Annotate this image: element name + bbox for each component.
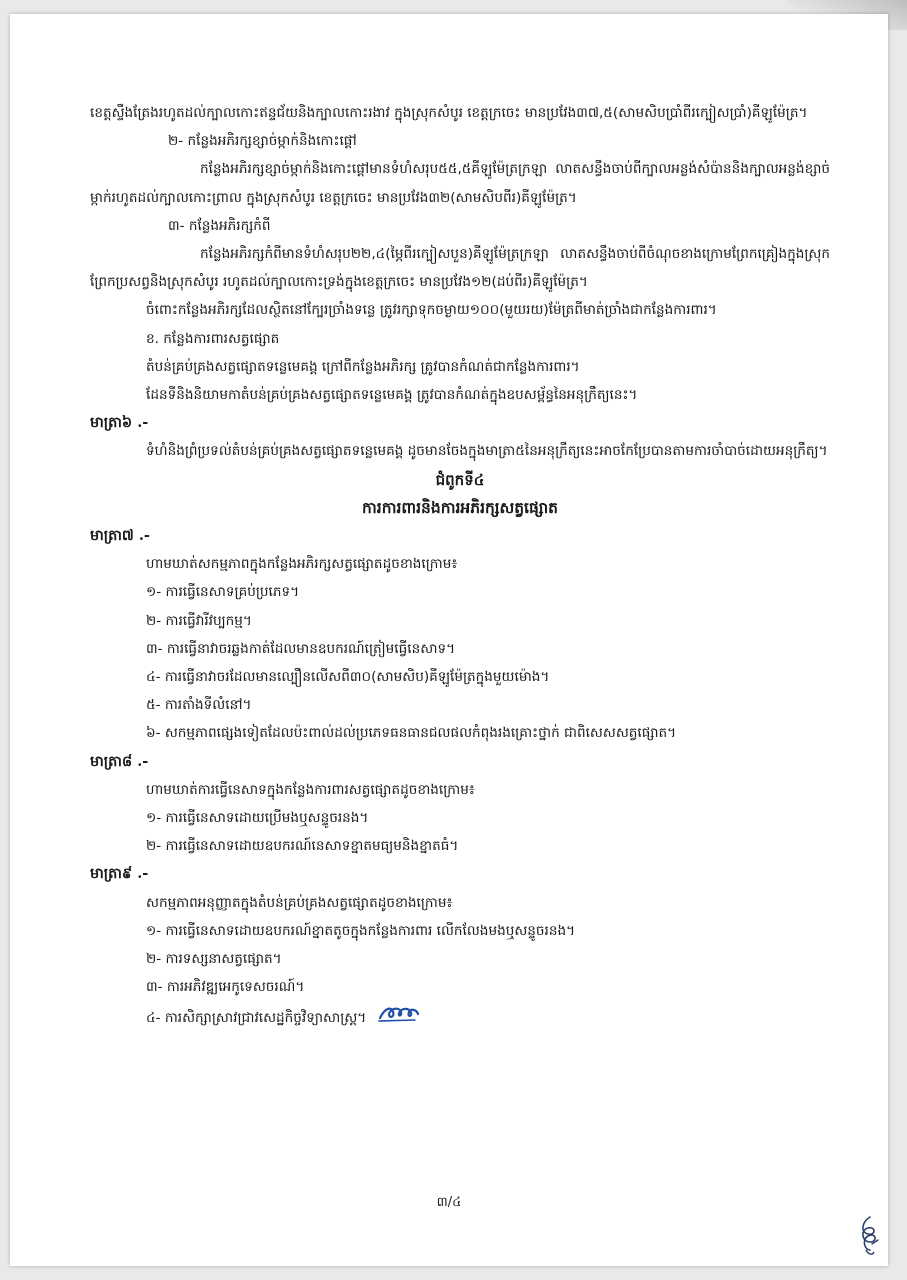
item2-body: កន្លែងអភិរក្សខ្សាច់ម្កាក់និងកោះផ្ដៅមានទំហំសរុប៥៥,៥គីឡូម៉ែត្រក្រឡា លាតសន្ធឹងចាប់ពីក្បាលអន្លង់សំប៉ាននិងក្បាលអន្លង់ខ្សាច់ម្កាក់រហូតដល់ក្បាលកោះព្រាល ក្នុងស្រុកសំបូរ ខេត្តក្រចេះ មានប្រវែង៣២(សាមសិបពីរ)គីឡូម៉ែត្រ។ — [90, 161, 830, 206]
sub-b-title: ខ. កន្លែងការពារសត្វផ្សោត — [146, 330, 280, 347]
article8-heading: មាត្រា៨ .- — [90, 752, 149, 770]
page-number: ៣/៤ — [436, 1195, 462, 1210]
list-item: ២- ការទស្សនាសត្វផ្សោត។ — [146, 951, 282, 968]
item3-body: កន្លែងអភិរក្សកំពីមានទំហំសរុប២២,៤(ម្ភៃពីរក្បៀសបួន)គីឡូម៉ែត្រក្រឡា លាតសន្ធឹងចាប់ពីចំណុចខាងក្រោមព្រែកគ្រៀងក្នុងស្រុកព្រែកប្រសព្វនិងស្រុកសំបូរ រហូតដល់ក្បាលកោះទ្រង់ក្នុងខេត្តក្រចេះ មានប្រវែង១២(ដប់ពីរ)គីឡូម៉ែត្រ។ — [90, 246, 830, 291]
list-item-text: ៤- ការសិក្សាស្រាវជ្រាវសេដ្ឋកិច្ចវិទ្យាសាស្ត្រ។ — [146, 1009, 367, 1026]
sub-b-line1: តំបន់គ្រប់គ្រងសត្វផ្សោតទន្លេមេគង្គ ក្រៅពីកន្លែងអភិរក្ស ត្រូវបានកំណត់ជាកន្លែងការពារ។ — [146, 358, 580, 375]
buffer-para: ចំពោះកន្លែងអភិរក្សដែលស្ថិតនៅក្បែរច្រាំងទន្លេ ត្រូវរក្សាទុកចម្ងាយ១០០(មួយរយ)ម៉ែត្រពីមាត់ច្រាំងជាកន្លែងការពារ។ — [146, 302, 717, 319]
margin-signature-icon — [856, 1214, 882, 1264]
para-intro: ខេត្តស្ទឹងត្រែងរហូតដល់ក្បាលកោះឥន្ទជ័យនិងក្បាលកោះរងាវ ក្នុងស្រុកសំបូរ ខេត្តក្រចេះ មានប្រវែង៣៧,៥(សាមសិបប្រាំពីរក្បៀសប្រាំ)គីឡូម៉ែត្រ។ — [90, 105, 808, 121]
list-item: ១- ការធ្វើនេសាទដោយប្រើមងឬសន្ទូចរនង។ — [146, 810, 369, 827]
list-item-last — [90, 1002, 830, 1034]
article9-intro: សកម្មភាពអនុញ្ញាតក្នុងតំបន់គ្រប់គ្រងសត្វផ្សោតដូចខាងក្រោម៖ — [146, 894, 453, 911]
list-item: ៤- ការធ្វើនាវាចរដែលមានល្បឿនលើសពី៣០(សាមសិប)គីឡូម៉ែត្រក្នុងមួយម៉ោង។ — [146, 669, 550, 686]
initials-signature-icon — [377, 1002, 421, 1034]
article8-intro: ហាមឃាត់ការធ្វើនេសាទក្នុងកន្លែងការពារសត្វផ្សោតដូចខាងក្រោម៖ — [146, 781, 475, 798]
list-item: ១- ការធ្វើនេសាទដោយឧបករណ៍ខ្នាតតូចក្នុងកន្លែងការពារ លើកលែងមងឬសន្ទូចរនង។ — [146, 922, 576, 939]
list-item: ៣- ការធ្វើនាវាចរឆ្លងកាត់ដែលមានឧបករណ៍ត្រៀមធ្វើនេសាទ។ — [146, 640, 456, 657]
list-item: ១- ការធ្វើនេសាទគ្រប់ប្រភេទ។ — [146, 584, 300, 601]
list-item: ៥- ការតាំងទីលំនៅ។ — [146, 697, 252, 714]
chapter-label: ជំពូកទី៤ — [435, 470, 485, 489]
article7-intro: ហាមឃាត់សកម្មភាពក្នុងកន្លែងអភិរក្សសត្វផ្សោតដូចខាងក្រោម៖ — [146, 556, 458, 573]
article6-body: ទំហំនិងព្រំប្រទល់តំបន់គ្រប់គ្រងសត្វផ្សោតទន្លេមេគង្គ ដូចមានចែងក្នុងមាត្រា៥នៃអនុក្រឹត្យនេះអាចកែប្រែបានតាមការចាំបាច់ដោយអនុក្រឹត្យ។ — [146, 443, 828, 460]
sub-b-line2: ដែនទីនិងនិយាមកាតំបន់គ្រប់គ្រងសត្វផ្សោតទន្លេមេគង្គ ត្រូវបានកំណត់ក្នុងឧបសម្ព័ន្ធនៃអនុក្រឹត្យនេះ។ — [146, 387, 638, 404]
list-item: ២- ការធ្វើនេសាទដោយឧបករណ៍នេសាទខ្នាតមធ្យមនិងខ្នាតធំ។ — [146, 838, 459, 855]
list-item: ៣- ការអភិវឌ្ឍអេកូទេសចរណ៍។ — [146, 979, 305, 996]
article7-heading: មាត្រា៧ .- — [90, 527, 150, 545]
item3-title: ៣- កន្លែងអភិរក្សកំពី — [168, 217, 271, 234]
item2-title: ២- កន្លែងអភិរក្សខ្សាច់ម្កាក់និងកោះផ្ដៅ — [168, 133, 357, 150]
list-item: ៦- សកម្មភាពផ្សេងទៀតដែលប៉ះពាល់ដល់ប្រភេទធនធានជលផលកំពុងរងគ្រោះថ្នាក់ ជាពិសេសសត្វផ្សោត។ — [146, 725, 677, 742]
article6-heading: មាត្រា៦ .- — [90, 414, 149, 432]
document-page — [10, 14, 888, 1266]
document-body — [90, 99, 830, 1034]
article9-heading: មាត្រា៩ .- — [90, 865, 149, 883]
chapter-title: ការការពារនិងការអភិរក្សសត្វផ្សោត — [362, 497, 558, 517]
list-item: ២- ការធ្វើវារីវប្បកម្ម។ — [146, 612, 252, 629]
